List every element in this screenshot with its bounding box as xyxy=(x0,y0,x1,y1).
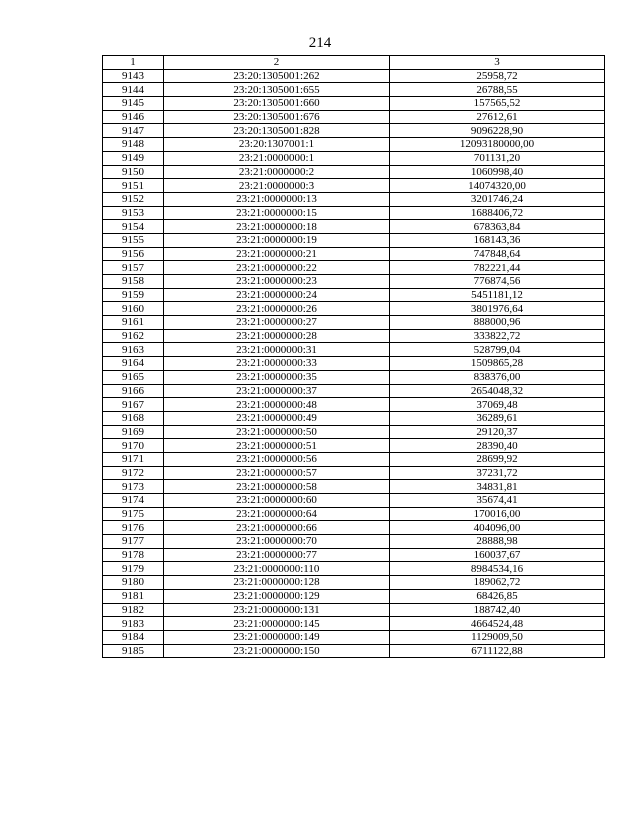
value-cell: 1688406,72 xyxy=(390,206,605,220)
column-header-2: 2 xyxy=(164,56,390,70)
table-row xyxy=(103,316,605,330)
row-number-cell: 9155 xyxy=(103,233,164,247)
row-number-cell: 9149 xyxy=(103,151,164,165)
cadastral-number-cell: 23:21:0000000:64 xyxy=(164,507,390,521)
cadastral-number-cell: 23:21:0000000:2 xyxy=(164,165,390,179)
table-body xyxy=(103,69,605,658)
cadastral-number-cell: 23:21:0000000:21 xyxy=(164,247,390,261)
cadastral-number-cell: 23:21:0000000:50 xyxy=(164,425,390,439)
cadastral-number-cell: 23:21:0000000:66 xyxy=(164,521,390,535)
value-cell: 701131,20 xyxy=(390,151,605,165)
row-number-cell: 9183 xyxy=(103,617,164,631)
row-number-cell: 9164 xyxy=(103,357,164,371)
value-cell: 5451181,12 xyxy=(390,288,605,302)
row-number-cell: 9166 xyxy=(103,384,164,398)
value-cell: 333822,72 xyxy=(390,329,605,343)
table-row xyxy=(103,630,605,644)
column-header-1: 1 xyxy=(103,56,164,70)
row-number-cell: 9148 xyxy=(103,138,164,152)
value-cell: 35674,41 xyxy=(390,494,605,508)
cadastral-number-cell: 23:21:0000000:37 xyxy=(164,384,390,398)
cadastral-number-cell: 23:21:0000000:57 xyxy=(164,466,390,480)
row-number-cell: 9153 xyxy=(103,206,164,220)
table-row xyxy=(103,247,605,261)
value-cell: 14074320,00 xyxy=(390,179,605,193)
table-row xyxy=(103,548,605,562)
cadastral-number-cell: 23:20:1305001:655 xyxy=(164,83,390,97)
row-number-cell: 9173 xyxy=(103,480,164,494)
row-number-cell: 9144 xyxy=(103,83,164,97)
value-cell: 25958,72 xyxy=(390,69,605,83)
value-cell: 188742,40 xyxy=(390,603,605,617)
value-cell: 1129009,50 xyxy=(390,630,605,644)
row-number-cell: 9175 xyxy=(103,507,164,521)
cadastral-number-cell: 23:21:0000000:15 xyxy=(164,206,390,220)
cadastral-number-cell: 23:20:1305001:676 xyxy=(164,110,390,124)
value-cell: 3201746,24 xyxy=(390,192,605,206)
cadastral-number-cell: 23:21:0000000:35 xyxy=(164,370,390,384)
cadastral-number-cell: 23:21:0000000:129 xyxy=(164,589,390,603)
table-row xyxy=(103,507,605,521)
value-cell: 838376,00 xyxy=(390,370,605,384)
cadastral-number-cell: 23:21:0000000:70 xyxy=(164,535,390,549)
row-number-cell: 9167 xyxy=(103,398,164,412)
cadastral-number-cell: 23:21:0000000:131 xyxy=(164,603,390,617)
cadastral-number-cell: 23:21:0000000:28 xyxy=(164,329,390,343)
row-number-cell: 9154 xyxy=(103,220,164,234)
table-row xyxy=(103,425,605,439)
table-row xyxy=(103,288,605,302)
cadastral-number-cell: 23:21:0000000:33 xyxy=(164,357,390,371)
cadastral-number-cell: 23:21:0000000:48 xyxy=(164,398,390,412)
page-number: 214 xyxy=(308,35,332,51)
value-cell: 26788,55 xyxy=(390,83,605,97)
table-row xyxy=(103,275,605,289)
table-row xyxy=(103,398,605,412)
value-cell: 1060998,40 xyxy=(390,165,605,179)
table-row xyxy=(103,384,605,398)
row-number-cell: 9176 xyxy=(103,521,164,535)
value-cell: 189062,72 xyxy=(390,576,605,590)
row-number-cell: 9145 xyxy=(103,97,164,111)
table-row xyxy=(103,370,605,384)
row-number-cell: 9179 xyxy=(103,562,164,576)
row-number-cell: 9146 xyxy=(103,110,164,124)
data-table xyxy=(102,55,605,658)
cadastral-number-cell: 23:21:0000000:22 xyxy=(164,261,390,275)
value-cell: 168143,36 xyxy=(390,233,605,247)
cadastral-number-cell: 23:21:0000000:145 xyxy=(164,617,390,631)
cadastral-number-cell: 23:21:0000000:27 xyxy=(164,316,390,330)
value-cell: 37069,48 xyxy=(390,398,605,412)
cadastral-number-cell: 23:20:1305001:828 xyxy=(164,124,390,138)
row-number-cell: 9151 xyxy=(103,179,164,193)
value-cell: 776874,56 xyxy=(390,275,605,289)
value-cell: 9096228,90 xyxy=(390,124,605,138)
cadastral-number-cell: 23:21:0000000:24 xyxy=(164,288,390,302)
table-row xyxy=(103,83,605,97)
row-number-cell: 9170 xyxy=(103,439,164,453)
table-row xyxy=(103,124,605,138)
value-cell: 528799,04 xyxy=(390,343,605,357)
value-cell: 28699,92 xyxy=(390,452,605,466)
table-row xyxy=(103,535,605,549)
value-cell: 3801976,64 xyxy=(390,302,605,316)
table-row xyxy=(103,329,605,343)
cadastral-number-cell: 23:21:0000000:49 xyxy=(164,411,390,425)
table-header xyxy=(103,56,605,70)
row-number-cell: 9159 xyxy=(103,288,164,302)
cadastral-number-cell: 23:21:0000000:31 xyxy=(164,343,390,357)
table-row xyxy=(103,165,605,179)
table-row xyxy=(103,411,605,425)
row-number-cell: 9174 xyxy=(103,494,164,508)
cadastral-number-cell: 23:21:0000000:19 xyxy=(164,233,390,247)
row-number-cell: 9150 xyxy=(103,165,164,179)
cadastral-number-cell: 23:21:0000000:110 xyxy=(164,562,390,576)
value-cell: 27612,61 xyxy=(390,110,605,124)
cadastral-number-cell: 23:21:0000000:1 xyxy=(164,151,390,165)
value-cell: 888000,96 xyxy=(390,316,605,330)
table-row xyxy=(103,179,605,193)
table-row xyxy=(103,69,605,83)
row-number-cell: 9158 xyxy=(103,275,164,289)
table-row xyxy=(103,97,605,111)
table-row xyxy=(103,452,605,466)
row-number-cell: 9157 xyxy=(103,261,164,275)
table-row xyxy=(103,138,605,152)
table-row xyxy=(103,192,605,206)
row-number-cell: 9185 xyxy=(103,644,164,658)
table-row xyxy=(103,644,605,658)
value-cell: 1509865,28 xyxy=(390,357,605,371)
table-row xyxy=(103,110,605,124)
table-row xyxy=(103,494,605,508)
row-number-cell: 9172 xyxy=(103,466,164,480)
cadastral-number-cell: 23:21:0000000:128 xyxy=(164,576,390,590)
table-row xyxy=(103,589,605,603)
cadastral-number-cell: 23:21:0000000:60 xyxy=(164,494,390,508)
cadastral-number-cell: 23:21:0000000:23 xyxy=(164,275,390,289)
row-number-cell: 9178 xyxy=(103,548,164,562)
value-cell: 747848,64 xyxy=(390,247,605,261)
row-number-cell: 9169 xyxy=(103,425,164,439)
table-row xyxy=(103,603,605,617)
value-cell: 170016,00 xyxy=(390,507,605,521)
row-number-cell: 9171 xyxy=(103,452,164,466)
table-row xyxy=(103,466,605,480)
value-cell: 29120,37 xyxy=(390,425,605,439)
row-number-cell: 9168 xyxy=(103,411,164,425)
value-cell: 6711122,88 xyxy=(390,644,605,658)
cadastral-number-cell: 23:21:0000000:58 xyxy=(164,480,390,494)
row-number-cell: 9152 xyxy=(103,192,164,206)
table-row xyxy=(103,439,605,453)
cadastral-number-cell: 23:21:0000000:18 xyxy=(164,220,390,234)
cadastral-number-cell: 23:21:0000000:150 xyxy=(164,644,390,658)
table-row xyxy=(103,576,605,590)
table-row xyxy=(103,206,605,220)
cadastral-number-cell: 23:21:0000000:77 xyxy=(164,548,390,562)
value-cell: 68426,85 xyxy=(390,589,605,603)
value-cell: 34831,81 xyxy=(390,480,605,494)
cadastral-number-cell: 23:21:0000000:56 xyxy=(164,452,390,466)
table-row xyxy=(103,343,605,357)
row-number-cell: 9165 xyxy=(103,370,164,384)
value-cell: 678363,84 xyxy=(390,220,605,234)
value-cell: 12093180000,00 xyxy=(390,138,605,152)
value-cell: 2654048,32 xyxy=(390,384,605,398)
row-number-cell: 9162 xyxy=(103,329,164,343)
table-row xyxy=(103,562,605,576)
row-number-cell: 9184 xyxy=(103,630,164,644)
table-row xyxy=(103,261,605,275)
cadastral-number-cell: 23:21:0000000:13 xyxy=(164,192,390,206)
row-number-cell: 9177 xyxy=(103,535,164,549)
cadastral-number-cell: 23:20:1305001:262 xyxy=(164,69,390,83)
cadastral-number-cell: 23:21:0000000:26 xyxy=(164,302,390,316)
cadastral-number-cell: 23:20:1307001:1 xyxy=(164,138,390,152)
value-cell: 157565,52 xyxy=(390,97,605,111)
row-number-cell: 9147 xyxy=(103,124,164,138)
table-row xyxy=(103,233,605,247)
cadastral-number-cell: 23:20:1305001:660 xyxy=(164,97,390,111)
row-number-cell: 9181 xyxy=(103,589,164,603)
row-number-cell: 9180 xyxy=(103,576,164,590)
table-row xyxy=(103,521,605,535)
row-number-cell: 9163 xyxy=(103,343,164,357)
value-cell: 4664524,48 xyxy=(390,617,605,631)
table-row xyxy=(103,151,605,165)
table-row xyxy=(103,220,605,234)
row-number-cell: 9161 xyxy=(103,316,164,330)
table-row xyxy=(103,357,605,371)
value-cell: 37231,72 xyxy=(390,466,605,480)
value-cell: 160037,67 xyxy=(390,548,605,562)
value-cell: 36289,61 xyxy=(390,411,605,425)
cadastral-number-cell: 23:21:0000000:149 xyxy=(164,630,390,644)
table-row xyxy=(103,302,605,316)
table-row xyxy=(103,480,605,494)
value-cell: 28888,98 xyxy=(390,535,605,549)
row-number-cell: 9156 xyxy=(103,247,164,261)
row-number-cell: 9160 xyxy=(103,302,164,316)
value-cell: 8984534,16 xyxy=(390,562,605,576)
column-header-3: 3 xyxy=(390,56,605,70)
value-cell: 404096,00 xyxy=(390,521,605,535)
value-cell: 28390,40 xyxy=(390,439,605,453)
cadastral-number-cell: 23:21:0000000:51 xyxy=(164,439,390,453)
value-cell: 782221,44 xyxy=(390,261,605,275)
row-number-cell: 9182 xyxy=(103,603,164,617)
row-number-cell: 9143 xyxy=(103,69,164,83)
table-row xyxy=(103,617,605,631)
header-row xyxy=(103,56,605,70)
cadastral-number-cell: 23:21:0000000:3 xyxy=(164,179,390,193)
